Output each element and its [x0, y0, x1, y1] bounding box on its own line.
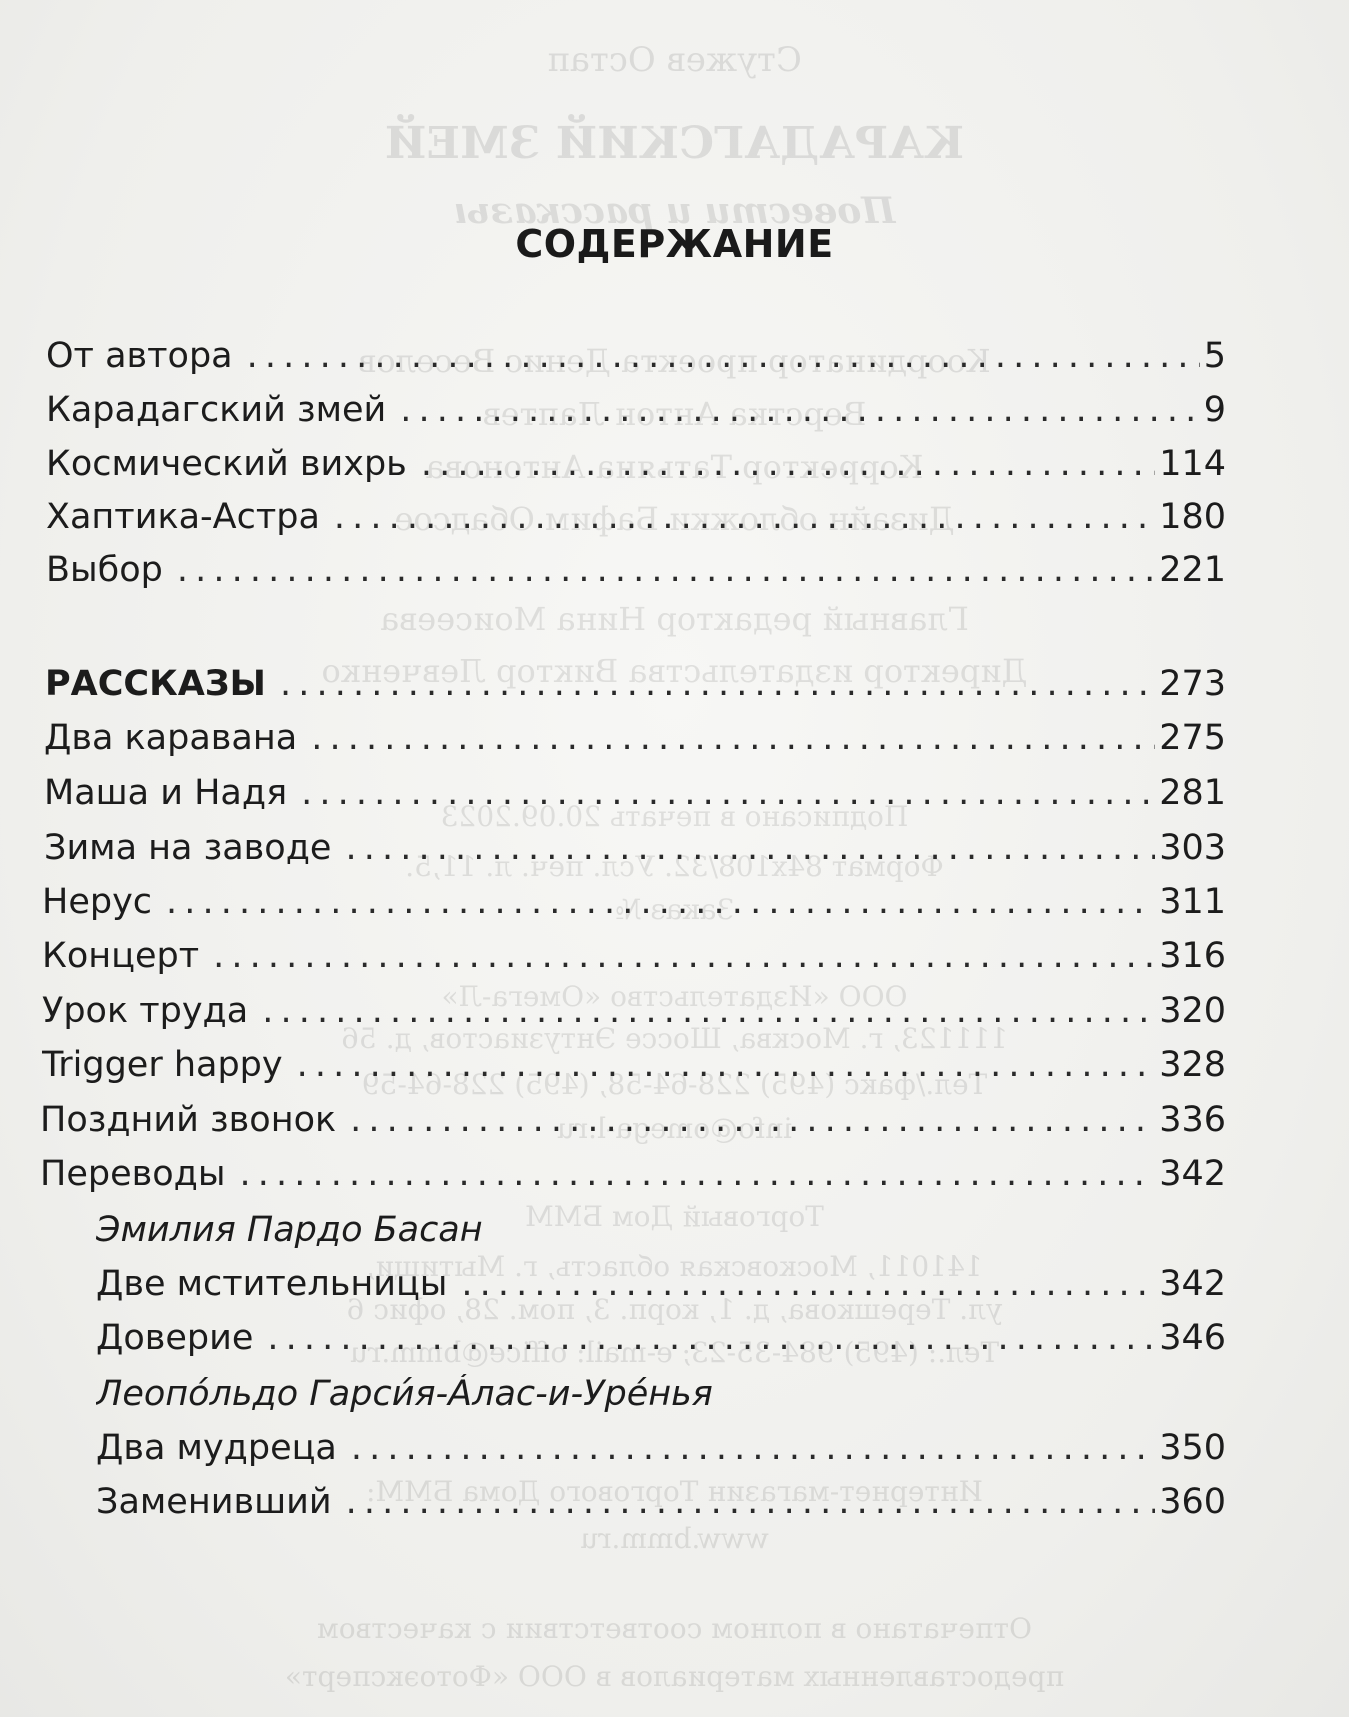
bleed-through-line: Подписано в печать 20.09.2023	[440, 800, 909, 833]
bleed-through-line: Стужев Остап	[547, 40, 802, 80]
dot-leader	[311, 718, 1155, 758]
toc-entry-title: Леопо́льдо Гарси́я-А́лас-и-Уре́нья	[96, 1374, 713, 1414]
toc-entry-title: Космический вихрь	[46, 444, 407, 484]
bleed-through-line: Верстка Антон Лаптев	[482, 395, 867, 433]
bleed-through-line: Заказ №	[615, 893, 734, 926]
bleed-through-line: www.bmm.ru	[580, 1522, 769, 1555]
toc-entry-page: 281	[1159, 773, 1226, 813]
toc-entry-title: Поздний звонок	[40, 1100, 337, 1140]
bleed-through-line: Главный редактор Нина Моисеева	[380, 600, 969, 638]
toc-entry-title: Зима на заводе	[44, 828, 332, 868]
bleed-through-line: Тел./факс (495) 228-64-58, (495) 228-64-59	[361, 1068, 988, 1101]
dot-leader	[166, 882, 1155, 922]
toc-entry-page: 114	[1159, 444, 1226, 484]
toc-entry-title: Нерус	[42, 882, 153, 922]
toc-entry	[40, 1100, 1226, 1148]
toc-entry	[96, 1318, 1226, 1366]
bleed-through-line: 111123, г. Москва, Шоссе Энтузиастов, д. 56	[341, 1022, 1008, 1055]
bleed-through-line: Торговый Дом БММ	[525, 1200, 824, 1233]
dot-leader	[280, 664, 1155, 704]
toc-entry	[46, 444, 1226, 492]
dot-leader	[262, 991, 1155, 1031]
bleed-through-line: ул. Терешкова, д. 1, корп. 3, пом. 28, офис 6	[346, 1293, 1003, 1326]
toc-entry	[42, 1045, 1226, 1093]
toc-entry	[44, 828, 1226, 876]
toc-entry	[42, 936, 1226, 984]
toc-entry-title: Эмилия Пардо Басан	[96, 1210, 483, 1250]
bleed-through-line: 141011, Московская область, г. Мытищи,	[366, 1250, 983, 1283]
bleed-through-line: Повести и рассказы	[453, 190, 896, 232]
toc-entry-page: 221	[1159, 550, 1226, 590]
toc-entry	[96, 1210, 1226, 1258]
dot-leader	[247, 336, 1200, 376]
toc-entry-title: Карадагский змей	[46, 390, 387, 430]
toc-entry-page: 342	[1159, 1154, 1226, 1194]
dot-leader	[334, 497, 1155, 537]
bleed-through-line: Корректор Татьяна Антонова	[425, 448, 924, 486]
toc-entry-title: Два мудреца	[96, 1428, 337, 1468]
toc-entry-page: 320	[1159, 991, 1226, 1031]
bleed-through-line: Директор издательства Виктор Левченко	[321, 652, 1028, 690]
toc-entry-page: 275	[1159, 718, 1226, 758]
toc-entry	[96, 1482, 1226, 1530]
dot-leader	[421, 444, 1155, 484]
dot-leader	[350, 1100, 1155, 1140]
toc-entry-title: Переводы	[40, 1154, 226, 1194]
dot-leader	[346, 1482, 1156, 1522]
dot-leader	[267, 1318, 1155, 1358]
page-title: СОДЕРЖАНИЕ	[515, 222, 834, 266]
toc-entry-page: 342	[1159, 1264, 1226, 1304]
bleed-through-line: info@omega-l.ru	[556, 1112, 793, 1145]
dot-leader	[461, 1264, 1155, 1304]
bleed-through-line: Формат 84х108/32. Усл. печ. л. 11,5.	[405, 850, 944, 883]
dot-leader	[177, 550, 1155, 590]
toc-entry-title: Заменивший	[96, 1482, 332, 1522]
toc-entry	[46, 550, 1226, 598]
toc-entry	[45, 664, 1226, 712]
bleed-through-line: Дизайн обложки Бафим Обадсое	[394, 500, 955, 538]
toc-entry-page: 328	[1159, 1045, 1226, 1085]
bleed-through-line: ООО «Издательство «Омега-Л»	[441, 980, 908, 1013]
toc-entry	[44, 773, 1226, 821]
toc-entry	[46, 390, 1226, 438]
dot-leader	[297, 1045, 1156, 1085]
toc-entry-title: Концерт	[42, 936, 200, 976]
toc-entry	[46, 497, 1226, 545]
bleed-through-line: КАРАДАГСКИЙ ЗМЕЙ	[384, 118, 965, 169]
toc-entry-page: 316	[1159, 936, 1226, 976]
toc-entry-page: 311	[1159, 882, 1226, 922]
toc-entry-page: 273	[1159, 664, 1226, 704]
toc-entry	[40, 1154, 1226, 1202]
toc-entry	[44, 718, 1226, 766]
toc-entry-title: Trigger happy	[42, 1045, 283, 1085]
toc-entry-title: Доверие	[96, 1318, 254, 1358]
toc-entry-page: 336	[1159, 1100, 1226, 1140]
dot-leader	[400, 390, 1199, 430]
toc-entry-title: Маша и Надя	[44, 773, 288, 813]
toc-entry-page: 350	[1159, 1428, 1226, 1468]
toc-entry-page: 9	[1203, 390, 1226, 430]
toc-entry	[96, 1264, 1226, 1312]
toc-entry-title: РАССКАЗЫ	[45, 664, 266, 704]
toc-entry-title: Две мстительницы	[96, 1264, 448, 1304]
bleed-through-line: Отпечатано в полном соответствии с качеством	[317, 1612, 1032, 1645]
toc-entry-title: Выбор	[46, 550, 163, 590]
dot-leader	[239, 1154, 1155, 1194]
toc-entry-page: 346	[1159, 1318, 1226, 1358]
toc-entry-page: 5	[1203, 336, 1226, 376]
bleed-through-line: Координатор проекта Денис Веселов	[358, 342, 991, 380]
toc-entry-title: Хаптика-Астра	[46, 497, 320, 537]
dot-leader	[345, 828, 1155, 868]
toc-entry-title: Два каравана	[44, 718, 298, 758]
dot-leader	[213, 936, 1155, 976]
bleed-through-line: предоставленных материалов в ООО «Фотоэксперт»	[284, 1660, 1065, 1693]
toc-entry	[96, 1374, 1226, 1422]
dot-leader	[301, 773, 1155, 813]
toc-entry-title: Урок труда	[42, 991, 249, 1031]
bleed-through-line: Тел.: (495) 984-35-23; e-mail: office@bmm.ru	[349, 1336, 1000, 1369]
dot-leader	[351, 1428, 1155, 1468]
toc-entry-page: 180	[1159, 497, 1226, 537]
bleed-through-line: Интернет-магазин Торгового Дома БММ:	[366, 1475, 983, 1508]
toc-entry	[42, 882, 1226, 930]
toc-entry-title: От автора	[46, 336, 233, 376]
toc-entry	[42, 991, 1226, 1039]
toc-entry-page: 360	[1159, 1482, 1226, 1522]
toc-entry	[46, 336, 1226, 384]
toc-entry	[96, 1428, 1226, 1476]
toc-entry-page: 303	[1159, 828, 1226, 868]
